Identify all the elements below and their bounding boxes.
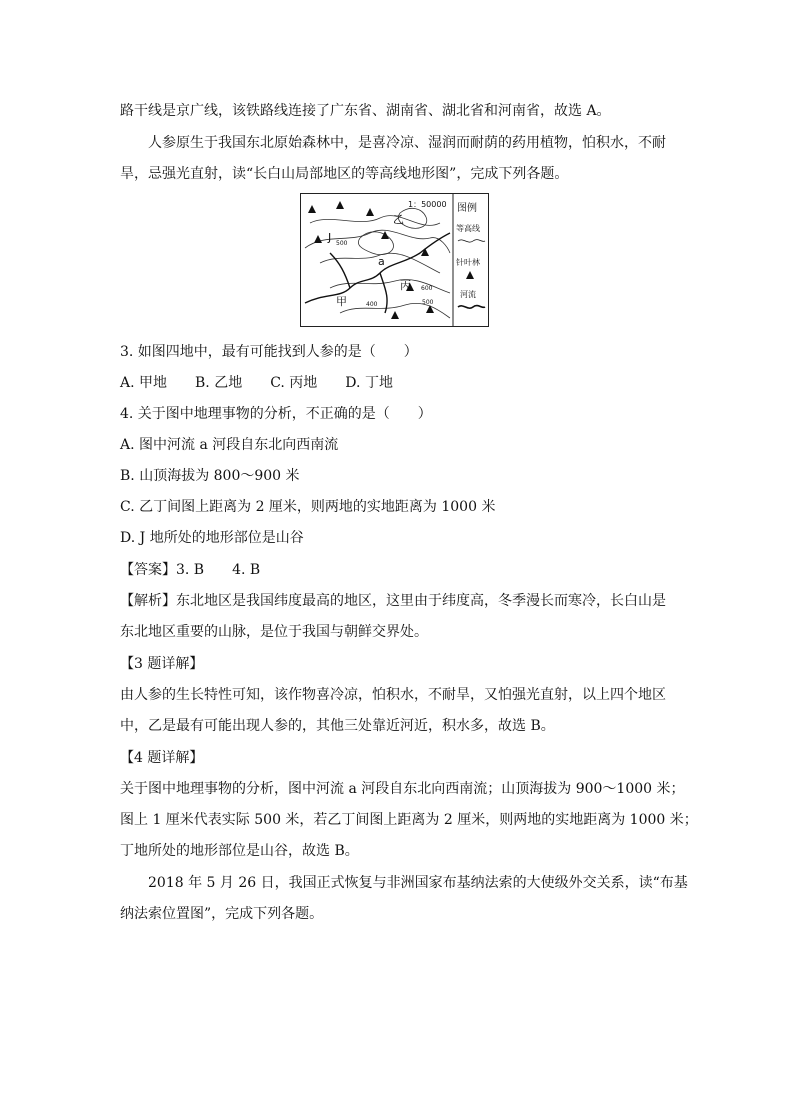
question-4-option-b: B. 山顶海拔为 800～900 米	[120, 468, 300, 484]
intro-line-3: 旱，忌强光直射，读“长白山局部地区的等高线地形图”，完成下列各题。	[120, 166, 569, 182]
question-4-option-d: D. J 地所处的地形部位是山谷	[120, 530, 304, 546]
contour-value-500-b: 500	[422, 299, 434, 306]
next-intro-line-2: 纳法索位置图”，完成下列各题。	[120, 906, 324, 922]
analysis-line-2: 东北地区重要的山脉，是位于我国与朝鲜交界处。	[120, 624, 428, 640]
answer-text: 3. B 4. B	[176, 562, 261, 578]
legend-contour-label: 等高线	[456, 224, 480, 233]
detail-3-line-1: 由人参的生长特性可知，该作物喜冷凉，怕积水，不耐旱，又怕强光直射，以上四个地区	[120, 687, 666, 703]
answer-line	[120, 560, 260, 580]
legend-title: 图例	[457, 203, 477, 214]
detail-3-title: 【3 题详解】	[120, 656, 204, 672]
question-4-option-c: C. 乙丁间图上距离为 2 厘米，则两地的实地距离为 1000 米	[120, 499, 496, 515]
label-yi: 乙	[393, 213, 404, 226]
detail-3-line-2: 中，乙是最有可能出现人参的，其他三处靠近河近，积水多，故选 B。	[120, 718, 555, 734]
detail-4-line-3: 丁地所处的地形部位是山谷，故选 B。	[120, 843, 359, 859]
analysis-label: 【解析】	[120, 593, 176, 609]
next-intro-line-1: 2018 年 5 月 26 日，我国正式恢复与非洲国家布基纳法索的大使级外交关系，读“布基	[148, 875, 688, 891]
legend-forest-label: 针叶林	[456, 258, 480, 267]
label-bing: 丙	[400, 279, 411, 292]
analysis-text-1: 东北地区是我国纬度最高的地区，这里由于纬度高，冬季漫长而寒冷，长白山是	[176, 593, 666, 609]
intro-line-1: 路干线是京广线，该铁路线连接了广东省、湖南省、湖北省和河南省，故选 A。	[120, 103, 611, 119]
legend-river-label: 河流	[460, 290, 476, 299]
analysis-line-1	[120, 591, 666, 611]
label-jia: 甲	[336, 295, 347, 308]
contour-value-600: 600	[421, 285, 433, 292]
contour-map-figure	[300, 193, 489, 327]
label-ding: J	[328, 231, 332, 244]
question-4: 4. 关于图中地理事物的分析，不正确的是（ ）	[120, 406, 432, 422]
detail-4-title: 【4 题详解】	[120, 750, 204, 766]
answer-label: 【答案】	[120, 562, 176, 578]
detail-4-line-1: 关于图中地理事物的分析，图中河流 a 河段自东北向西南流；山顶海拔为 900～1000 米；	[120, 781, 685, 797]
contour-value-400: 400	[366, 301, 378, 308]
detail-4-line-2: 图上 1 厘米代表实际 500 米，若乙丁间图上距离为 2 厘米，则两地的实地距离为 1000 米；	[120, 812, 698, 828]
map-scale: 1：50000	[408, 200, 447, 209]
contour-value-500: 500	[336, 240, 348, 247]
question-3-options: A. 甲地 B. 乙地 C. 丙地 D. 丁地	[120, 375, 393, 391]
label-river-a: a	[378, 255, 385, 268]
question-3: 3. 如图四地中，最有可能找到人参的是（ ）	[120, 344, 418, 360]
question-4-option-a: A. 图中河流 a 河段自东北向西南流	[120, 437, 339, 453]
intro-line-2: 人参原生于我国东北原始森林中，是喜冷凉、湿润而耐荫的药用植物，怕积水，不耐	[148, 135, 666, 151]
